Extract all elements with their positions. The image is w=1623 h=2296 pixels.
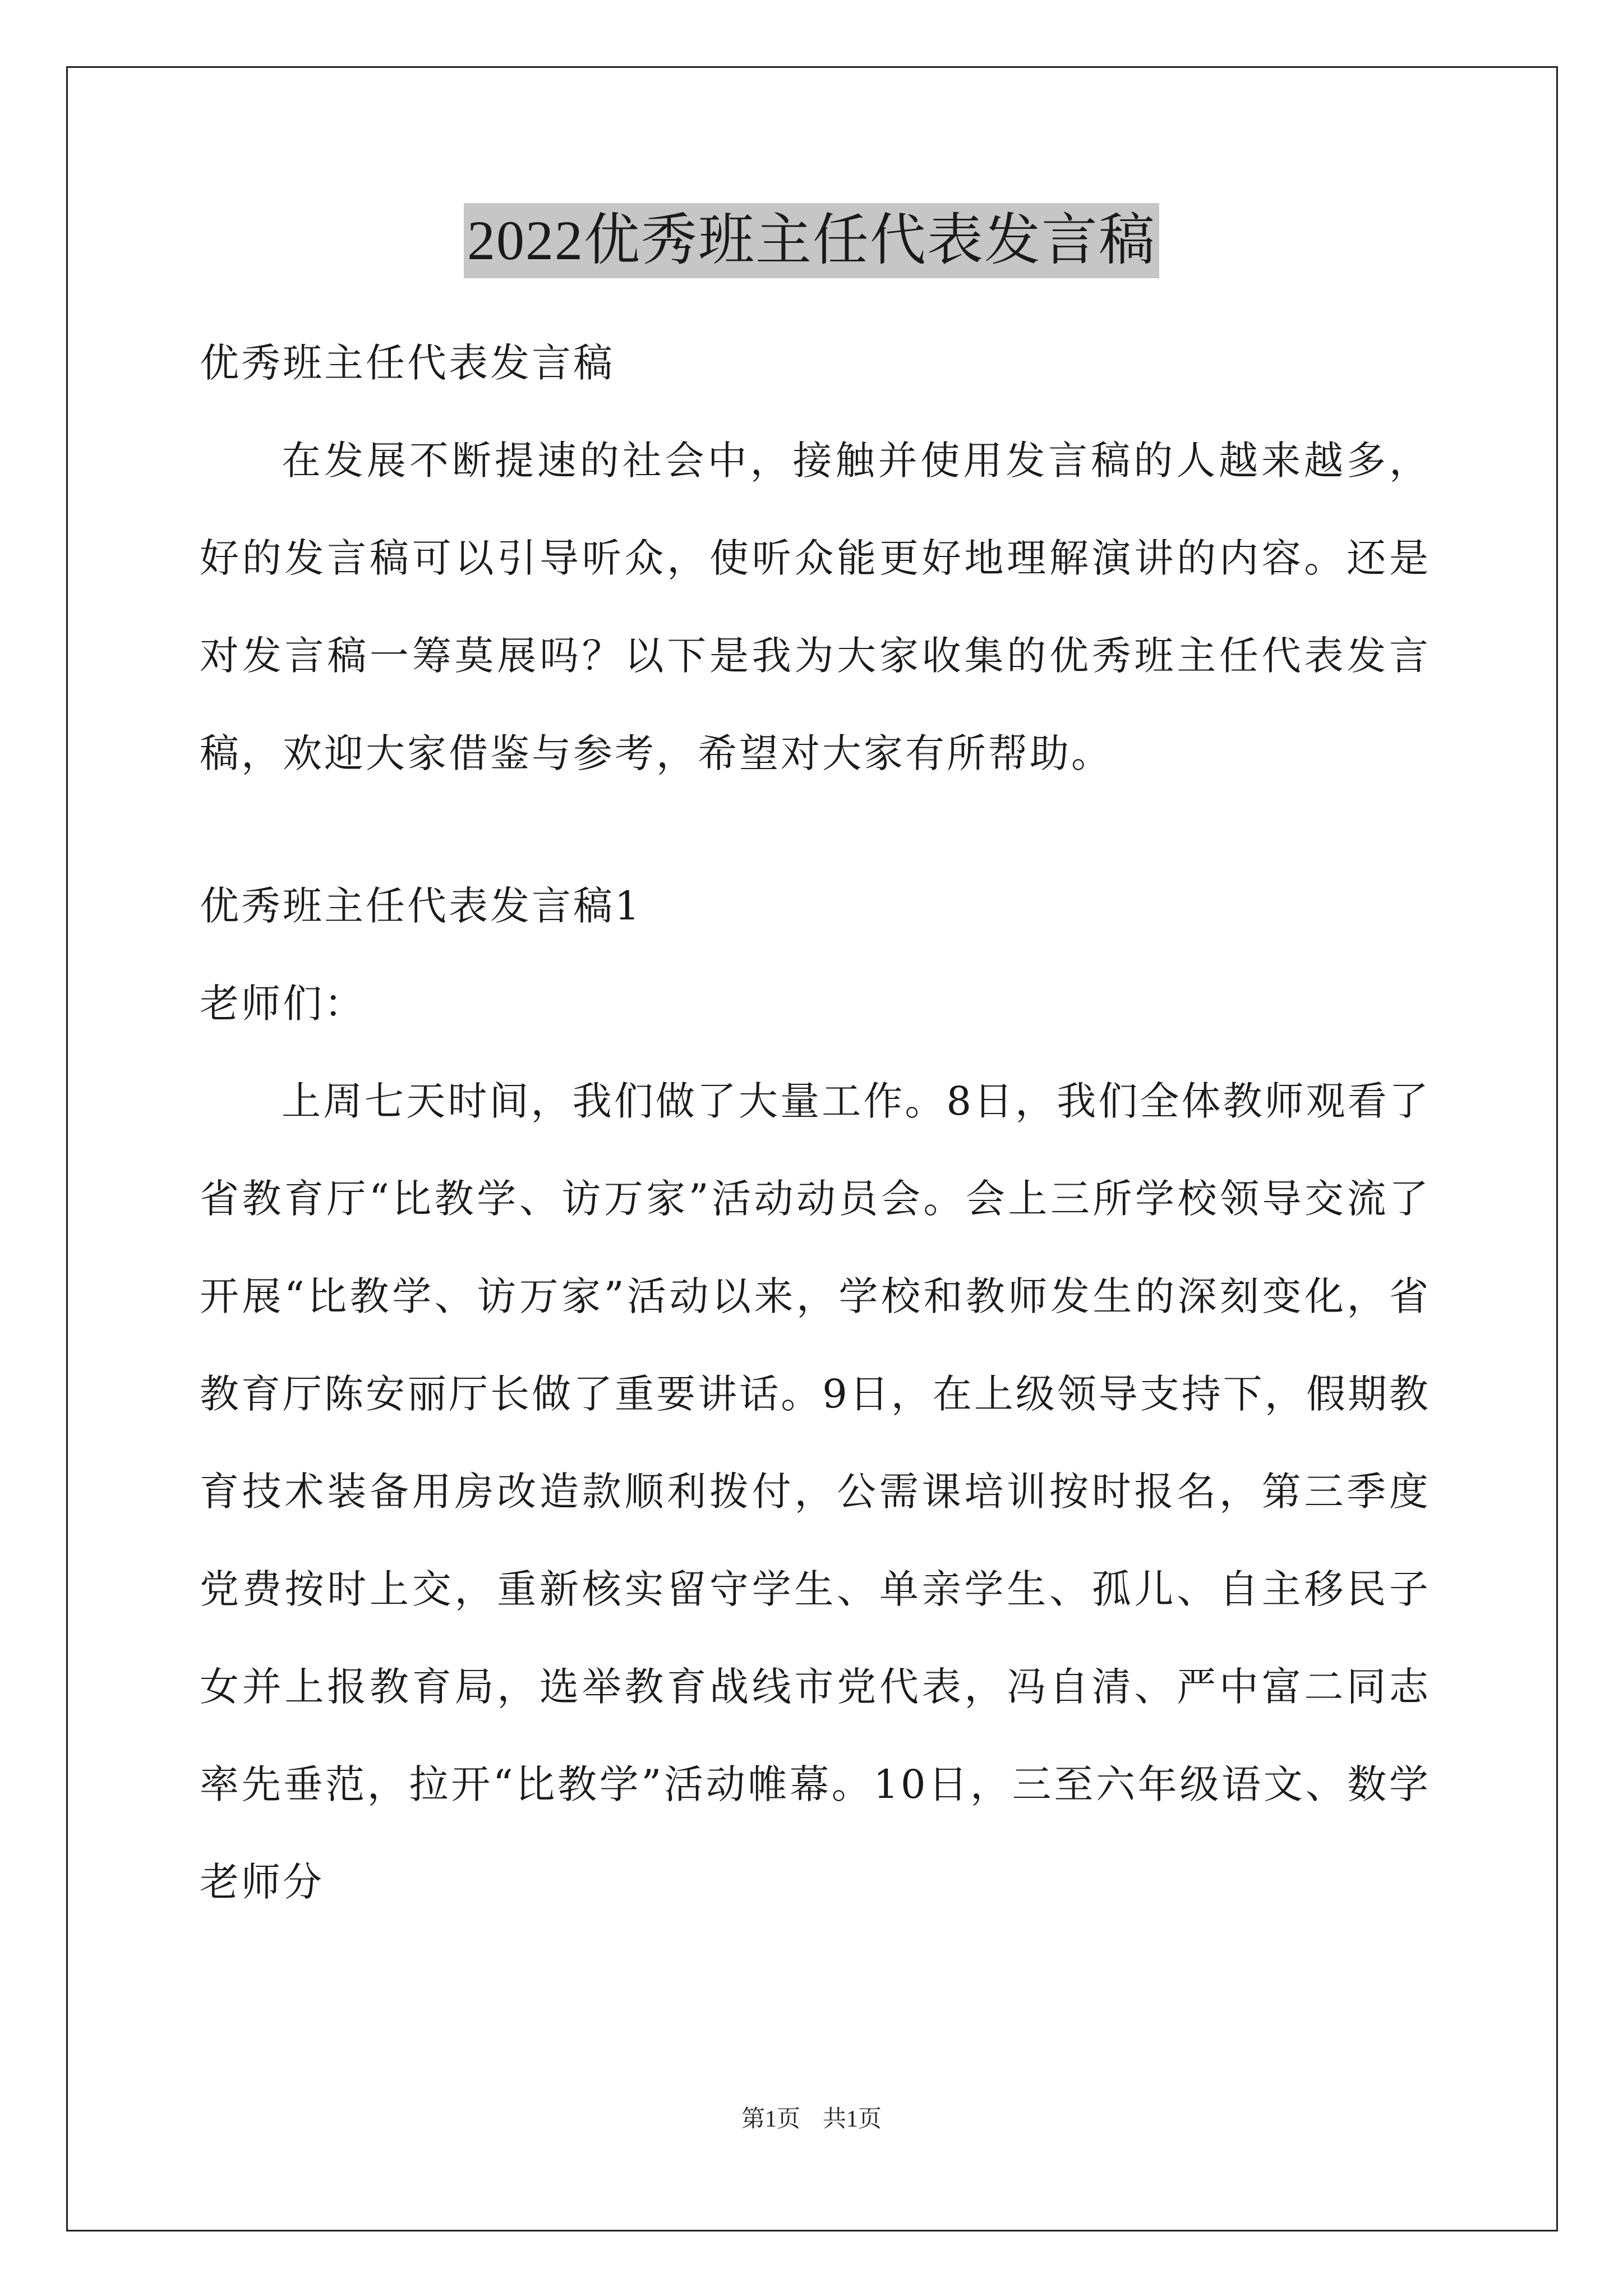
paragraph-gap	[200, 802, 1431, 857]
page-footer	[0, 2100, 1623, 2134]
document-title	[0, 203, 1623, 278]
page-total: 共1页	[823, 2106, 882, 2132]
document-body	[200, 314, 1431, 1931]
section-heading: 优秀班主任代表发言稿1	[200, 883, 642, 929]
page-number: 第1页	[741, 2106, 800, 2132]
body-paragraph: 上周七天时间，我们做了大量工作。8日，我们全体教师观看了省教育厅“比教学、访万家”活动动员会。会上三所学校领导交流了开展“比教学、访万家”活动以来，学校和教师发生的深刻变化，省教育厅陈安丽厅长做了重要讲话。9日，在上级领导支持下，假期教育技术装备用房改造款顺利拨付，公需课培训按时报名，第三季度党费按时上交，重新核实留守学生、单亲学生、孤儿、自主移民子女并上报教育局，选举教育战线市党代表，冯自清、严中富二同志率先垂范，拉开“比教学”活动帷幕。10日，三至六年级语文、数学老师分	[200, 1078, 1431, 1905]
document-title-text: 2022优秀班主任代表发言稿	[464, 203, 1159, 278]
salutation: 老师们：	[200, 981, 366, 1027]
subtitle: 优秀班主任代表发言稿	[200, 340, 615, 386]
intro-paragraph: 在发展不断提速的社会中，接触并使用发言稿的人越来越多，好的发言稿可以引导听众，使听众能更好地理解演讲的内容。还是对发言稿一筹莫展吗？以下是我为大家收集的优秀班主任代表发言稿，欢迎大家借鉴与参考，希望对大家有所帮助。	[200, 438, 1431, 776]
